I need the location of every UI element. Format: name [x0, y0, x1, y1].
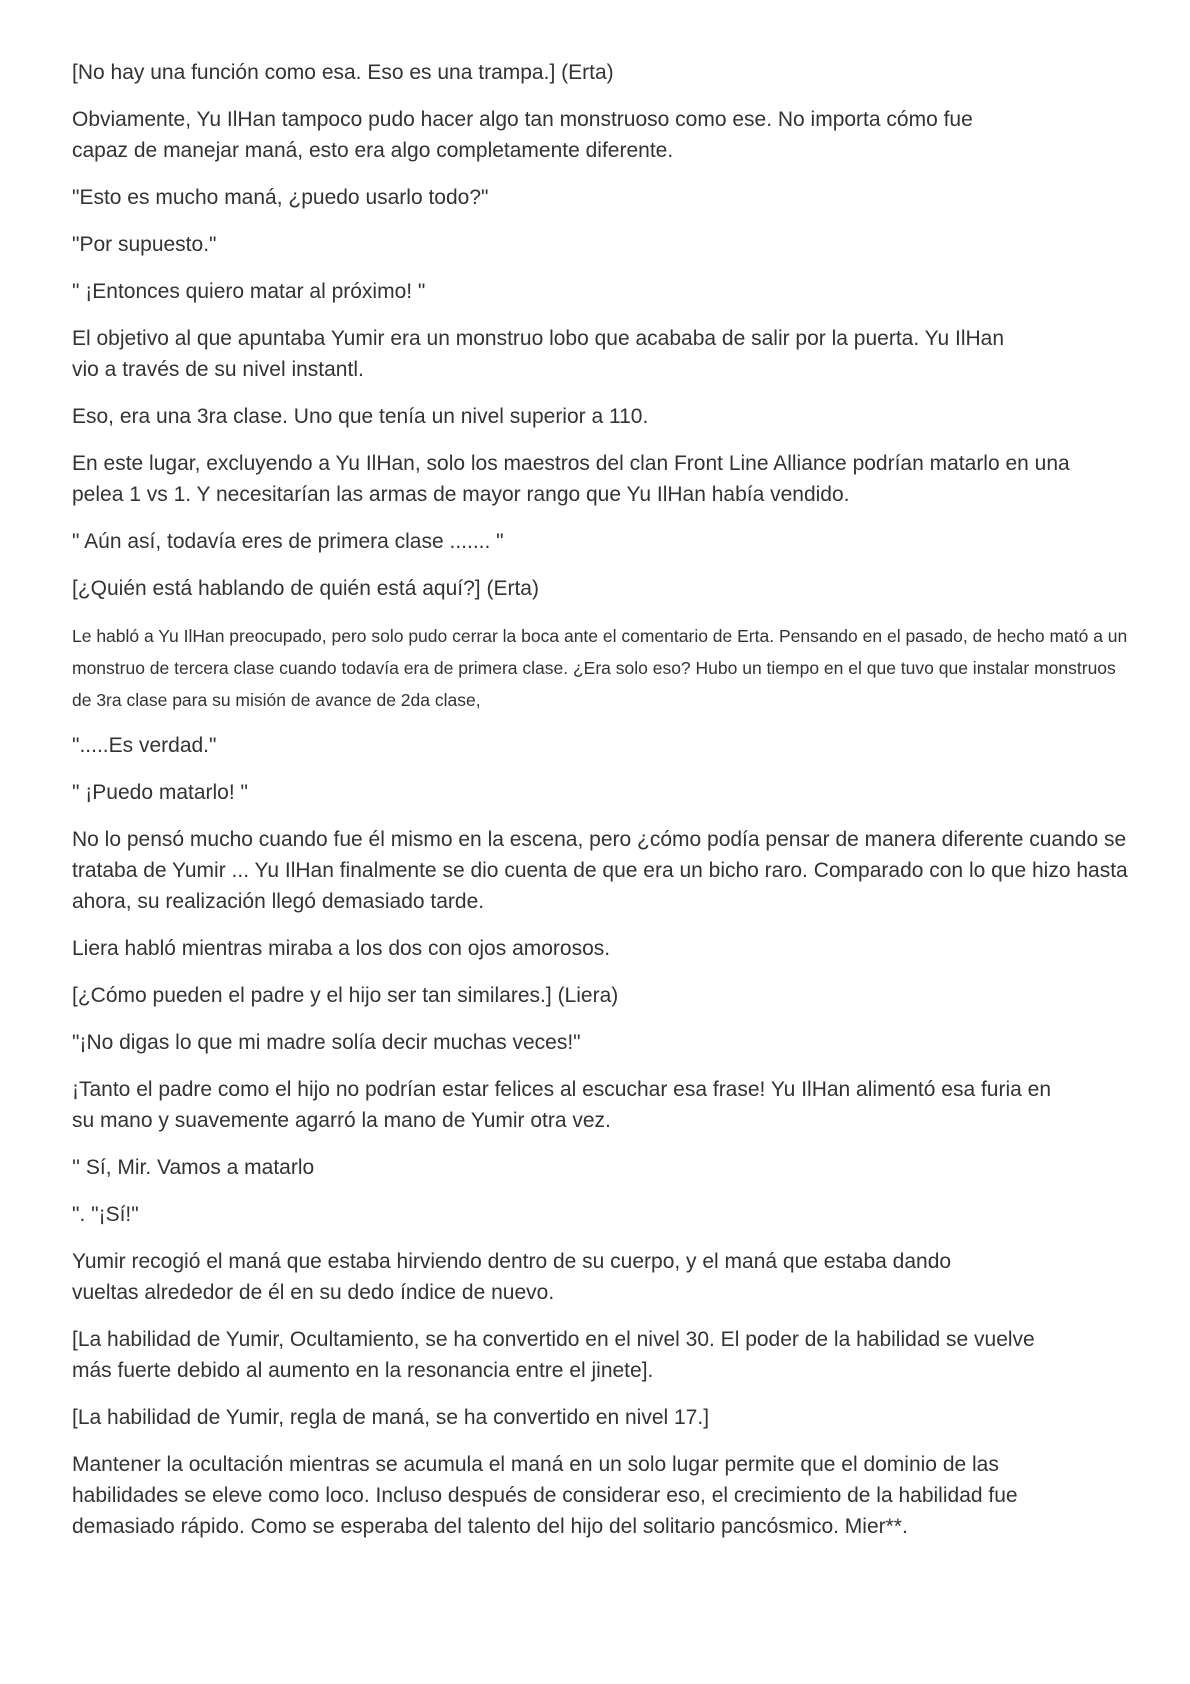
- paragraph-13: " ¡Puedo matarlo! ": [72, 781, 248, 804]
- paragraph-3: "Esto es mucho maná, ¿puedo usarlo todo?": [72, 186, 489, 209]
- paragraph-9: " Aún así, todavía eres de primera clase ....... ": [72, 530, 504, 553]
- paragraph-11: Le habló a Yu IlHan preocupado, pero solo pudo cerrar la boca ante el comentario de Erta. Pensando en el pasado, de hecho mató a un monstruo de tercera clase cuando todavía era de primera clase. ¿Era solo eso? Hubo un tiempo en el que tuvo que instalar monstruos de 3ra clase para su misión de avance de 2da clase,: [72, 626, 1128, 710]
- paragraph-14: No lo pensó mucho cuando fue él mismo en la escena, pero ¿cómo podía pensar de manera diferente cuando se trataba de Yumir ... Yu IlHan finalmente se dio cuenta de que era un bicho raro. Comparado con lo que hizo hasta ahora, su realización llegó demasiado tarde.: [72, 828, 1128, 913]
- paragraph-1: [No hay una función como esa. Eso es una trampa.] (Erta): [72, 61, 614, 84]
- paragraph-6: El objetivo al que apuntaba Yumir era un monstruo lobo que acababa de salir por la puerta. Yu IlHan vio a través de su nivel instantl.: [72, 327, 1005, 381]
- paragraph-17: "¡No digas lo que mi madre solía decir muchas veces!": [72, 1031, 581, 1054]
- paragraph-4: "Por supuesto.": [72, 233, 217, 256]
- paragraph-2: Obviamente, Yu IlHan tampoco pudo hacer algo tan monstruoso como ese. No importa cómo fue capaz de manejar maná, esto era algo completamente diferente.: [72, 108, 973, 162]
- paragraph-23: [La habilidad de Yumir, regla de maná, se ha convertido en nivel 17.]: [72, 1406, 710, 1429]
- paragraph-7: Eso, era una 3ra clase. Uno que tenía un nivel superior a 110.: [72, 405, 649, 428]
- paragraph-19: '' Sí, Mir. Vamos a matarlo: [72, 1156, 315, 1179]
- paragraph-15: Liera habló mientras miraba a los dos con ojos amorosos.: [72, 937, 611, 960]
- paragraph-21: Yumir recogió el maná que estaba hirviendo dentro de su cuerpo, y el maná que estaba dando vueltas alrededor de él en su dedo índice de nuevo.: [72, 1250, 952, 1304]
- paragraph-16: [¿Cómo pueden el padre y el hijo ser tan similares.] (Liera): [72, 984, 619, 1007]
- paragraph-20: ". "¡Sí!": [72, 1203, 139, 1226]
- paragraph-12: ".....Es verdad.": [72, 734, 217, 757]
- paragraph-10: [¿Quién está hablando de quién está aquí?] (Erta): [72, 577, 539, 600]
- paragraph-5: " ¡Entonces quiero matar al próximo! ": [72, 280, 426, 303]
- document-page: [72, 57, 1132, 1558]
- paragraph-8: En este lugar, excluyendo a Yu IlHan, solo los maestros del clan Front Line Alliance podrían matarlo en una pelea 1 vs 1. Y necesitarían las armas de mayor rango que Yu IlHan había vendido.: [72, 452, 1070, 506]
- paragraph-24: Mantener la ocultación mientras se acumula el maná en un solo lugar permite que el dominio de las habilidades se eleve como loco. Incluso después de considerar eso, el crecimiento de la habilidad fue demasiado rápido. Como se esperaba del talento del hijo del solitario pancósmico. Mier**.: [72, 1453, 1018, 1538]
- paragraph-22: [La habilidad de Yumir, Ocultamiento, se ha convertido en el nivel 30. El poder de la habilidad se vuelve más fuerte debido al aumento en la resonancia entre el jinete].: [72, 1328, 1035, 1382]
- paragraph-18: ¡Tanto el padre como el hijo no podrían estar felices al escuchar esa frase! Yu IlHan alimentó esa furia en su mano y suavemente agarró la mano de Yumir otra vez.: [72, 1078, 1052, 1132]
